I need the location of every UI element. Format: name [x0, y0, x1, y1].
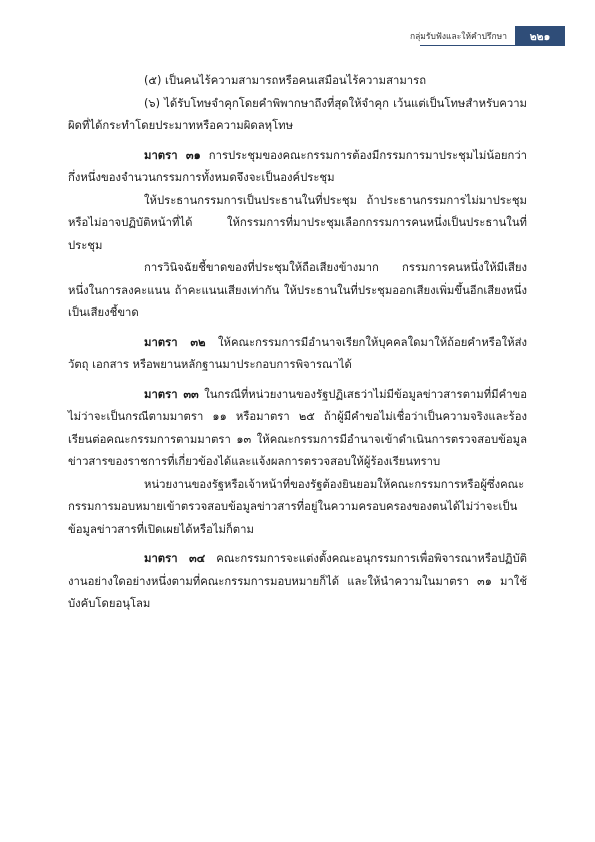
section-label: มาตรา ๓๒ — [144, 335, 206, 349]
section-33-second-paragraph — [68, 474, 527, 542]
header-divider — [420, 45, 565, 46]
section-33-paragraph — [68, 384, 527, 474]
paragraph-text: หน่วยงานของรัฐหรือเจ้าหน้าที่ของรัฐต้องยินยอมให้คณะกรรมการหรือผู้ซึ่งคณะกรรมการมอบหมายเข้าตรวจสอบข้อมูลข่าวสารที่อยู่ในความครอบครองของตนได้ไม่ว่าจะเป็นข้อมูลข่าวสารที่เปิดเผยได้หรือไม่ก็ตาม — [68, 477, 525, 536]
section-31-chair-paragraph — [68, 190, 527, 258]
paragraph-text: คณะกรรมการจะแต่งตั้งคณะอนุกรรมการเพื่อพิจารณาหรือปฏิบัติงานอย่างใดอย่างหนึ่งตามที่คณะกรรมการมอบหมายก็ได้ และให้นำความในมาตรา ๓๑ มาใช้บังคับโดยอนุโลม — [68, 552, 527, 610]
section-label: มาตรา ๓๓ — [144, 387, 199, 401]
section-label: มาตรา ๓๔ — [144, 552, 206, 565]
paragraph-text: (๖) ได้รับโทษจำคุกโดยคำพิพากษาถึงที่สุดให้จำคุก เว้นแต่เป็นโทษสำหรับความผิดที่ได้กระทำโดยประมาทหรือความผิดลหุโทษ — [68, 96, 527, 132]
header-title: กลุ่มรับฟังและให้คำปรึกษา — [409, 32, 507, 42]
document-body — [68, 70, 527, 616]
paragraph-text: ให้คณะกรรมการมีอำนาจเรียกให้บุคคลใดมาให้ถ้อยคำหรือให้ส่งวัตถุ เอกสาร หรือพยานหลักฐานมาประกอบการพิจารณาได้ — [68, 335, 527, 371]
list-item-6 — [68, 93, 527, 138]
paragraph-text: ในกรณีที่หน่วยงานของรัฐปฏิเสธว่าไม่มีข้อมูลข่าวสารตามที่มีคำขอไม่ว่าจะเป็นกรณีตามมาตรา ๑๑ หรือมาตรา ๒๕ ถ้าผู้มีคำขอไม่เชื่อว่าเป็นความจริงและร้องเรียนต่อคณะกรรมการตามมาตรา ๑๓ ให้คณะกรรมการมีอำนาจเข้าดำเนินการตรวจสอบข้อมูลข่าวสารของราชการที่เกี่ยวข้องได้และแจ้งผลการตรวจสอบให้ผู้ร้องเรียนทราบ — [68, 387, 527, 468]
paragraph-text: (๕) เป็นคนไร้ความสามารถหรือคนเสมือนไร้ความสามารถ — [144, 74, 427, 87]
section-32-paragraph — [68, 332, 527, 377]
paragraph-text: การประชุมของคณะกรรมการต้องมีกรรมการมาประชุมไม่น้อยกว่ากึ่งหนึ่งของจำนวนกรรมการทั้งหมดจึงจะเป็นองค์ประชุม — [68, 148, 527, 184]
page-number-badge: ๒๒๑ — [515, 26, 565, 46]
section-31-paragraph — [68, 145, 527, 190]
section-label: มาตรา ๓๑ — [144, 148, 201, 162]
paragraph-text: การวินิจฉัยชี้ขาดของที่ประชุมให้ถือเสียงข้างมาก กรรมการคนหนึ่งให้มีเสียงหนึ่งในการลงคะแนน ถ้าคะแนนเสียงเท่ากัน ให้ประธานในที่ประชุมออกเสียงเพิ่มขึ้นอีกเสียงหนึ่งเป็นเสียงชี้ขาด — [68, 261, 527, 319]
section-31-voting-paragraph — [68, 257, 527, 325]
list-item-5 — [68, 70, 527, 93]
page-header — [410, 26, 565, 46]
paragraph-text: ให้ประธานกรรมการเป็นประธานในที่ประชุม ถ้าประธานกรรมการไม่มาประชุมหรือไม่อาจปฏิบัติหน้าที่ได้ ให้กรรมการที่มาประชุมเลือกกรรมการคนหนึ่งเป็นประธานในที่ประชุม — [68, 193, 527, 252]
section-34-paragraph — [68, 548, 527, 616]
